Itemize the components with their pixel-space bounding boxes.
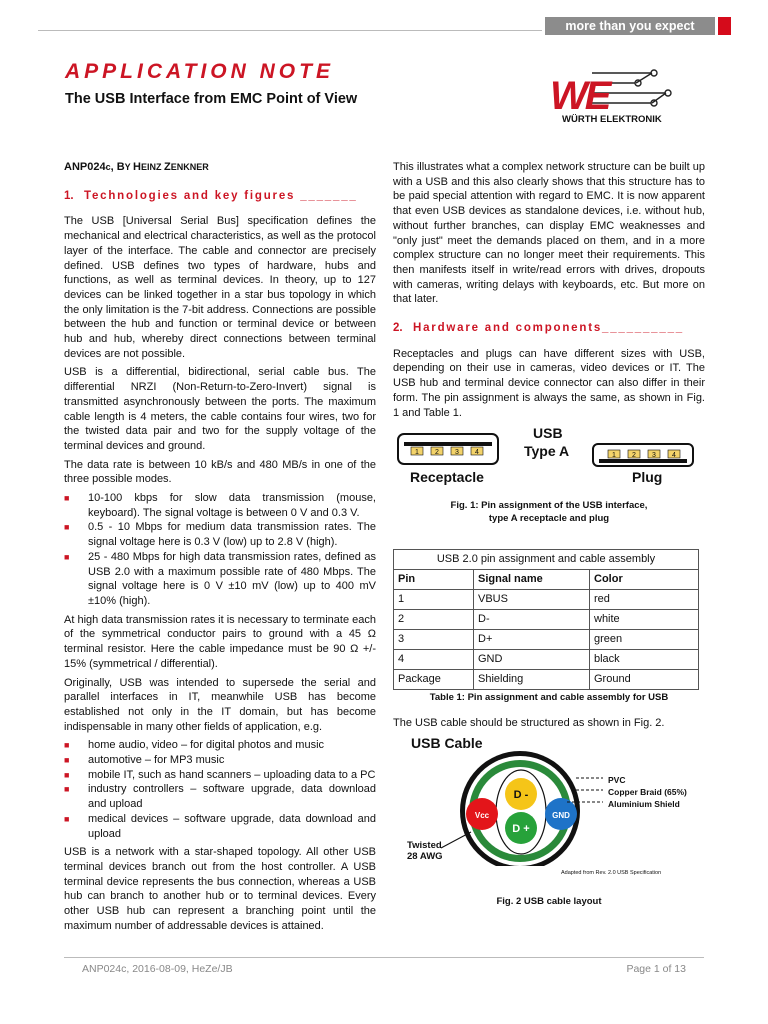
bullet-icon: ■ (64, 755, 70, 766)
svg-text:D +: D + (512, 823, 530, 836)
list-item: ■ 25 - 480 Mbps for high data transmission rates, defined as USB 2.0 with a maximum possible rate of 480 Mbps. The signal voltage here is 0 V ±10 mV (low) up to 400 mV ±10% (high). (64, 550, 376, 607)
svg-text:D -: D - (513, 789, 529, 802)
wurth-elektronik-logo (540, 66, 680, 126)
receptacle-pin-1: 1 (415, 449, 419, 457)
table-row: 1 VBUS red (394, 589, 699, 609)
legend-copper-braid: Copper Braid (65%) (608, 787, 687, 798)
svg-text:GND: GND (552, 811, 570, 821)
bullet-icon: ■ (64, 769, 70, 780)
paragraph: The USB [Universal Serial Bus] specification defines the mechanical and electrical characteristics, as well as the protocol layer of the interface. The cable and connector are precisely defined. USB defines two types of hardware, hubs and functions, as well as terminal devices. In theory, up to 127 devices can be linked together in a star bus topology in which the only limitation is the 7-bit address. Connections are possible between the hub and function or terminal device or between hub and hub, whereby direct connections between terminal devices are not possible. (64, 215, 376, 360)
paragraph: USB is a differential, bidirectional, serial cable bus. The differential NRZI (Non-Return-to-Zero-Invert) signal is transmitted asynchronously between the ports. The maximum cable length is 4 meters, the cable contains four wires, two for the twisted data pair and two for the supply voltage of the terminal devices and ground. (64, 366, 376, 452)
usb-label: USB (533, 425, 563, 442)
header-rule (38, 30, 542, 31)
pin-assignment-table (393, 549, 699, 690)
legend-aluminium-shield: Aluminium Shield (608, 799, 680, 810)
left-column (64, 160, 376, 937)
list-item: ■ industry controllers – software upgrade, data download and upload (64, 783, 376, 811)
receptacle-pin-2: 2 (435, 449, 439, 457)
plug-pin-4: 4 (672, 452, 676, 460)
usb-cable-title: USB Cable (411, 735, 483, 752)
logo-wordmark: WÜRTH ELEKTRONIK (562, 114, 662, 125)
document-subtitle: The USB Interface from EMC Point of View (65, 91, 358, 107)
usb-connector-figure (393, 426, 705, 541)
list-item: ■ mobile IT, such as hand scanners – uploading data to a PC (64, 768, 376, 781)
paragraph: The data rate is between 10 kB/s and 480 MB/s in one of the three possible modes. (64, 458, 376, 486)
usb-cable-figure (393, 736, 705, 891)
list-item: ■ medical devices – software upgrade, data download and upload (64, 812, 376, 840)
plug-label: Plug (632, 469, 663, 486)
footer-page-number: Page 1 of 13 (626, 963, 686, 975)
slogan-banner: more than you expect (545, 17, 715, 35)
table-1-caption: Table 1: Pin assignment and cable assembly for USB (429, 691, 669, 703)
table-title: USB 2.0 pin assignment and cable assembly (394, 550, 699, 570)
table-row: 2 D- white (394, 609, 699, 629)
plug-pin-2: 2 (632, 452, 636, 460)
bullet-icon: ■ (64, 784, 70, 795)
right-column (393, 160, 705, 910)
paragraph: Receptacles and plugs can have different sizes with USB, depending on their use in cameras, video devices or IT. The USB hub and terminal device connector can also differ in their form. The pin assignment is always the same, as shown in Fig. 1 and Table 1. (393, 347, 705, 419)
type-a-label: Type A (524, 443, 570, 460)
table-row: Package Shielding Ground (394, 669, 699, 689)
figure-1-caption: Fig. 1: Pin assignment of the USB interface, type A receptacle and plug (450, 500, 648, 525)
author-line: ANP024c, BY HEINZ ZENKNER (64, 161, 209, 173)
applications-list (64, 738, 376, 841)
plug-pin-3: 3 (652, 452, 656, 460)
bullet-icon: ■ (64, 813, 70, 824)
paragraph: At high data transmission rates it is necessary to terminate each of the symmetrical conductor pairs to ground with a 45 Ω terminal resistor. Here the cable impedance must be 90 Ω +/- 15% (symmetrical / differential). (64, 613, 376, 670)
section-2-heading: 2. Hardware and components__________ (393, 322, 684, 335)
receptacle-label: Receptacle (410, 469, 484, 486)
list-item: ■ automotive – for MP3 music (64, 754, 225, 767)
table-header-row: Pin Signal name Color (394, 569, 699, 589)
brand-square (718, 17, 731, 35)
paragraph: USB is a network with a star-shaped topology. All other USB terminal devices branch out from the host controller. A USB terminal device represents the bus connection, whereas a USB hub can branch to another hub or to terminal devices. Every other USB hub can represent a branching point until the maximum number of addressable devices is attained. (64, 846, 376, 932)
receptacle-pin-4: 4 (475, 449, 479, 457)
bullet-icon: ■ (64, 551, 70, 562)
bullet-icon: ■ (64, 522, 70, 533)
data-rate-list (64, 491, 376, 609)
svg-text:WE: WE (550, 74, 609, 118)
footer-rule (64, 957, 704, 958)
plug-pin-1: 1 (612, 452, 616, 460)
source-note: Adapted from Rev. 2.0 USB Specification (561, 870, 662, 877)
section-1-heading: 1. Technologies and key figures _______ (64, 189, 358, 202)
paragraph: Originally, USB was intended to supersede the serial and parallel interfaces in IT, meanwhile USB has become established not only in the IT domain, but has become indispensable in many other fields of application, e.g. (64, 676, 376, 733)
document-type-title: APPLICATION NOTE (65, 60, 334, 83)
table-row: 3 D+ green (394, 629, 699, 649)
table-row: 4 GND black (394, 649, 699, 669)
bullet-icon: ■ (64, 493, 70, 504)
figure-2-caption: Fig. 2 USB cable layout (496, 896, 602, 908)
bullet-icon: ■ (64, 740, 70, 751)
paragraph: This illustrates what a complex network structure can be built up with a USB and this also clearly shows that this structure has to be paid special attention with regard to EMC. It is now apparent that even USB devices as standalone devices, i.e. without hub, without further branches, can display EMC weaknesses and "only just" meet the demands placed on them, and in a more complex structure can no longer meet their requirements. This then manifests itself in write/read errors with drives, dropouts with cameras, writing delays with keyboards, etc. But more on that later. (393, 161, 705, 306)
footer-document-id: ANP024c, 2016-08-09, HeZe/JB (82, 963, 233, 975)
receptacle-pin-3: 3 (455, 449, 459, 457)
list-item: ■ 0.5 - 10 Mbps for medium data transmission rates. The signal voltage here is 0.3 V (low) up to 2.8 V (high). (64, 521, 376, 549)
list-item: ■ 10-100 kbps for slow data transmission (mouse, keyboard). The signal voltage is between 0 V and 0.3 V. (64, 492, 376, 519)
list-item: ■ home audio, video – for digital photos and music (64, 739, 325, 752)
paragraph: The USB cable should be structured as shown in Fig. 2. (393, 716, 665, 729)
legend-pvc: PVC (608, 775, 626, 786)
svg-text:Vcc: Vcc (474, 811, 490, 821)
twisted-label: Twisted 28 AWG (407, 840, 443, 863)
